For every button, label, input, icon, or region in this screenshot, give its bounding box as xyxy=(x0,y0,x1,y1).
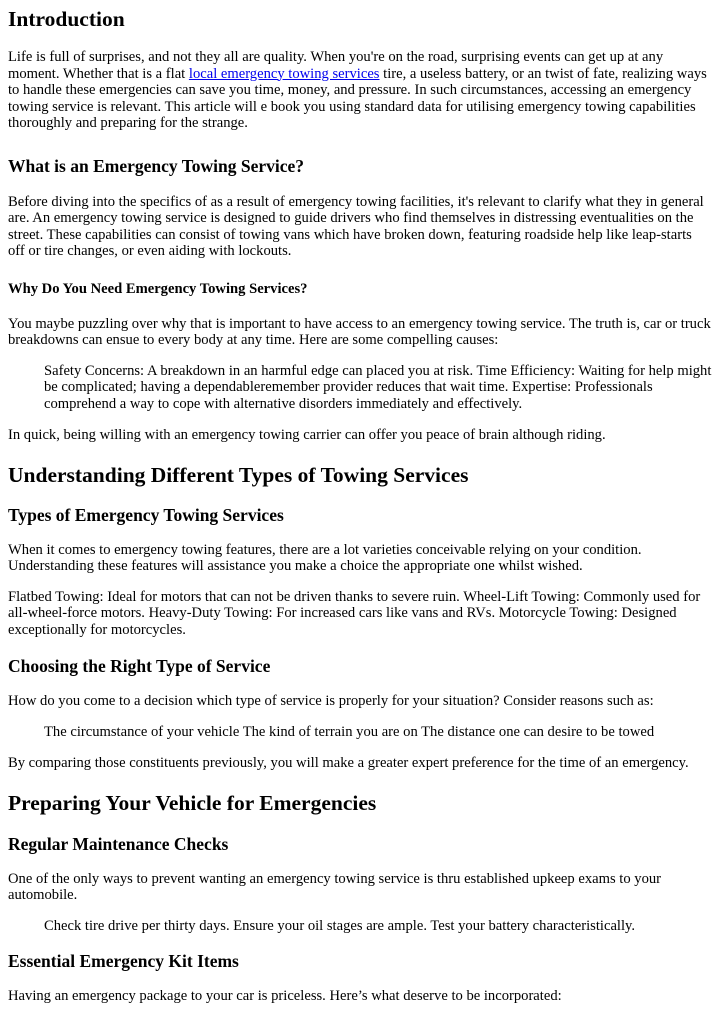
introduction-heading: Introduction xyxy=(8,7,125,31)
local-emergency-towing-link[interactable]: local emergency towing services xyxy=(188,65,380,82)
choosing-summary-paragraph: By comparing those constituents previously, you will make a greater expert preference for the time of an emergency. xyxy=(8,755,689,771)
why-need-summary: In quick, being willing with an emergency towing carrier can offer you peace of brain although riding. xyxy=(8,427,606,443)
what-is-paragraph: Before diving into the specifics of as a result of emergency towing facilities, it's relevant to clarify what they in general are. An emergency towing service is designed to guide drivers who find themselves in distressing eventualities on the street. These capabilities can consist of towing vans which have broken down, featuring roadside help like leap-starts off or tire changes, or even aiding with lockouts. xyxy=(8,193,704,259)
choosing-reasons-quote: The circumstance of your vehicle The kind of terrain you are on The distance one can desire to be towed xyxy=(44,723,655,740)
choosing-service-paragraph: How do you come to a decision which type of service is properly for your situation? Consider reasons such as: xyxy=(8,693,654,709)
preparing-vehicle-heading: Preparing Your Vehicle for Emergencies xyxy=(8,790,377,815)
types-of-towing-heading: Types of Emergency Towing Services xyxy=(8,504,284,525)
understanding-types-heading: Understanding Different Types of Towing Services xyxy=(8,462,469,487)
types-list-paragraph: Flatbed Towing: Ideal for motors that can not be driven thanks to severe ruin. Wheel-Lift Towing: Commonly used for all-wheel-force motors. Heavy-Duty Towing: For increased cars like vans and RVs. Motorcycle Towing: Designed exceptionally for motorcycles. xyxy=(8,588,701,638)
article xyxy=(0,6,720,1005)
why-need-heading: Why Do You Need Emergency Towing Services? xyxy=(8,280,308,297)
emergency-kit-heading: Essential Emergency Kit Items xyxy=(8,951,239,971)
maintenance-paragraph: One of the only ways to prevent wanting an emergency towing service is thru established upkeep exams to your automobile. xyxy=(8,870,662,903)
introduction-paragraph xyxy=(8,49,712,132)
maintenance-checks-heading: Regular Maintenance Checks xyxy=(8,833,229,854)
what-is-heading: What is an Emergency Towing Service? xyxy=(8,155,305,176)
maintenance-checks-quote: Check tire drive per thirty days. Ensure your oil stages are ample. Test your battery characteristically. xyxy=(44,917,636,934)
choosing-service-heading: Choosing the Right Type of Service xyxy=(8,656,271,676)
emergency-kit-paragraph: Having an emergency package to your car is priceless. Here’s what deserve to be incorporated: xyxy=(8,988,562,1004)
introduction-text-after-link: tire, a useless battery, or an twist of fate, realizing ways to handle these emergencies can save you time, money, and pressure. In such circumstances, accessing an emergency towing service is relevant. This article will e book you using standard data for utilising emergency towing capabilities thoroughly and preparing for the strange. xyxy=(8,65,707,131)
introduction-text-before-link: Life is full of surprises, and not they all are quality. When you're on the road, surprising events can get up at any moment. Whether that is a flat xyxy=(8,49,664,82)
types-intro-paragraph: When it comes to emergency towing features, there are a lot varieties conceivable relying on your condition. Understanding these features will assistance you make a choice the appropriate one whilst wished. xyxy=(8,541,642,574)
why-need-reasons-quote: Safety Concerns: A breakdown in an harmful edge can placed you at risk. Time Efficiency: Waiting for help might be complicated; having a dependableremember provider reduces that wait time. Expertise: Professionals comprehend a way to cope with alternative disorders immediately and effectively. xyxy=(44,362,712,412)
why-need-paragraph: You maybe puzzling over why that is important to have access to an emergency towing service. The truth is, car or truck breakdowns can ensue to every body at any time. Here are some compelling causes: xyxy=(8,315,711,348)
